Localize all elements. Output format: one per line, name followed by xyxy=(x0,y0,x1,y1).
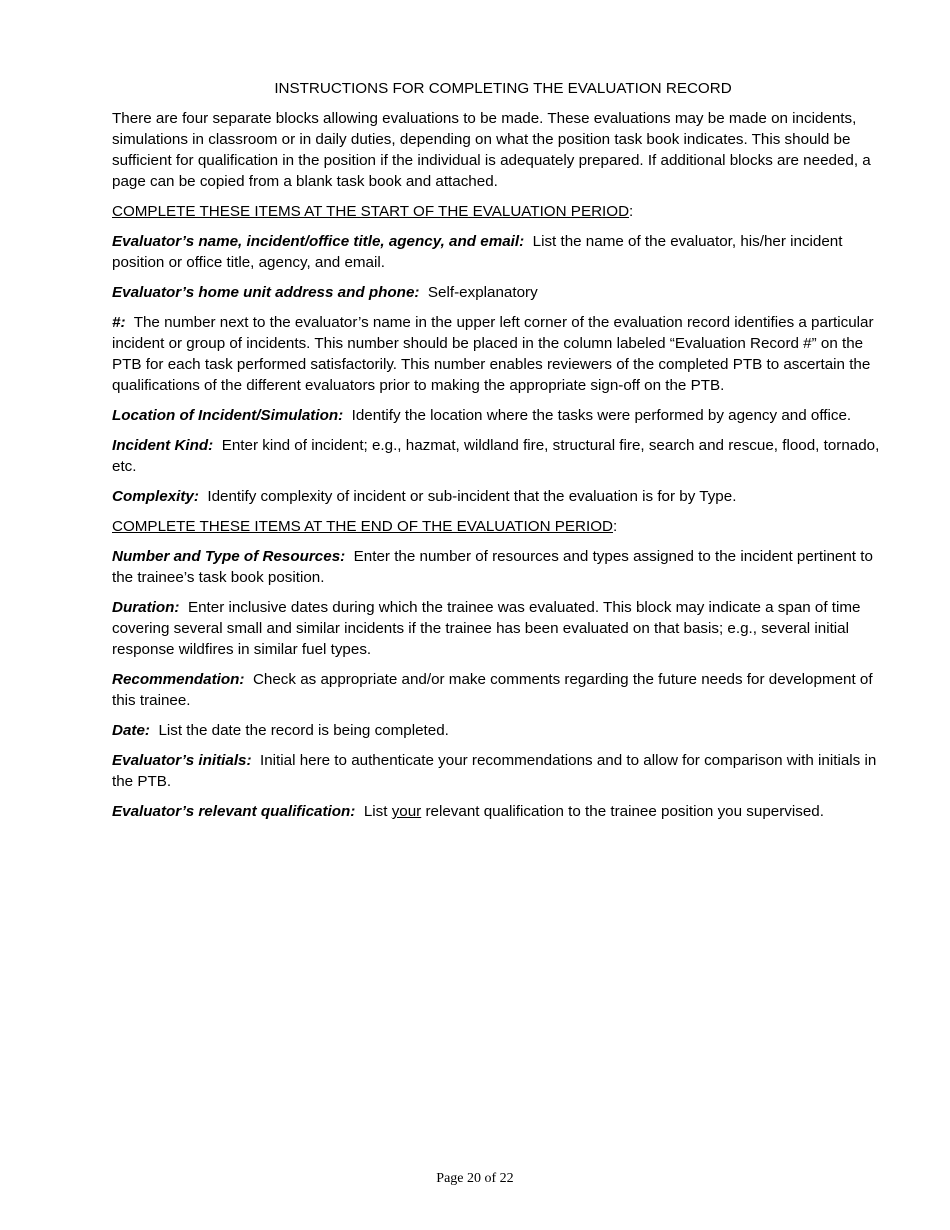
item-text-after: relevant qualification to the trainee position you supervised. xyxy=(425,803,824,820)
start-item-incident-kind xyxy=(112,435,894,477)
end-item-recommendation xyxy=(112,669,894,711)
document-title: INSTRUCTIONS FOR COMPLETING THE EVALUATION RECORD xyxy=(274,80,732,97)
end-item-initials xyxy=(112,750,894,792)
start-item-location xyxy=(112,405,894,426)
end-item-resources xyxy=(112,546,894,588)
start-heading-text: COMPLETE THESE ITEMS AT THE START OF THE EVALUATION PERIOD xyxy=(112,203,630,220)
item-text: Initial here to authenticate your recommendations and to allow for comparison with initials in the PTB. xyxy=(112,752,877,790)
item-text: List the date the record is being completed. xyxy=(158,722,449,739)
item-term: Date: xyxy=(112,722,150,739)
item-term: Evaluator’s initials: xyxy=(112,752,252,769)
item-text: The number next to the evaluator’s name in the upper left corner of the evaluation record identifies a particular incident or group of incidents. This number should be placed in the column labeled “Evaluation Record #” on the PTB for each task performed satisfactorily. This number enables reviewers of the completed PTB to ascertain the qualifications of the different evaluators prior to making the appropriate sign-off on the PTB. xyxy=(112,314,874,394)
document-page xyxy=(112,78,894,831)
item-term: Evaluator’s name, incident/office title, agency, and email: xyxy=(112,233,525,250)
item-term: #: xyxy=(112,314,126,331)
item-text: Self-explanatory xyxy=(427,284,538,301)
start-item-evaluator-name xyxy=(112,231,894,273)
item-text: Enter the number of resources and types assigned to the incident pertinent to the trainee’s task book position. xyxy=(112,548,873,586)
end-section-heading xyxy=(112,516,894,537)
item-text: Identify complexity of incident or sub-incident that the evaluation is for by Type. xyxy=(207,488,737,505)
end-item-qualification xyxy=(112,801,894,822)
start-heading-colon: : xyxy=(629,203,634,220)
item-term: Recommendation: xyxy=(112,671,245,688)
start-item-number xyxy=(112,312,894,396)
item-term: Complexity: xyxy=(112,488,199,505)
item-term: Evaluator’s relevant qualification: xyxy=(112,803,356,820)
item-term: Duration: xyxy=(112,599,180,616)
item-term: Evaluator’s home unit address and phone: xyxy=(112,284,420,301)
item-text: Check as appropriate and/or make comments regarding the future needs for development of this trainee. xyxy=(112,671,873,709)
item-term: Number and Type of Resources: xyxy=(112,548,346,565)
start-item-home-unit xyxy=(112,282,894,303)
start-section-heading xyxy=(112,201,894,222)
intro-paragraph: There are four separate blocks allowing evaluations to be made. These evaluations may be made on incidents, simulations in classroom or in daily duties, depending on what the position task book indicates. This should be sufficient for qualification in the position if the individual is adequately prepared. If additional blocks are needed, a page can be copied from a blank task book and attached. xyxy=(112,110,871,190)
item-term: Location of Incident/Simulation: xyxy=(112,407,344,424)
item-term: Incident Kind: xyxy=(112,437,214,454)
end-item-duration xyxy=(112,597,894,660)
item-text: Enter kind of incident; e.g., hazmat, wildland fire, structural fire, search and rescue, flood, tornado, etc. xyxy=(112,437,880,475)
page-number-footer: Page 20 of 22 xyxy=(436,1171,514,1186)
item-text-underlined: your xyxy=(391,803,422,820)
item-text: Identify the location where the tasks were performed by agency and office. xyxy=(351,407,852,424)
item-text-before: List xyxy=(363,803,388,820)
end-heading-colon: : xyxy=(613,518,618,535)
start-item-complexity xyxy=(112,486,894,507)
end-item-date xyxy=(112,720,894,741)
item-text: Enter inclusive dates during which the trainee was evaluated. This block may indicate a span of time covering several small and similar incidents if the trainee has been evaluated on that basis; e.g., several initial response wildfires in similar fuel types. xyxy=(112,599,861,658)
item-text: List the name of the evaluator, his/her incident position or office title, agency, and email. xyxy=(112,233,843,271)
end-heading-text: COMPLETE THESE ITEMS AT THE END OF THE EVALUATION PERIOD xyxy=(112,518,613,535)
